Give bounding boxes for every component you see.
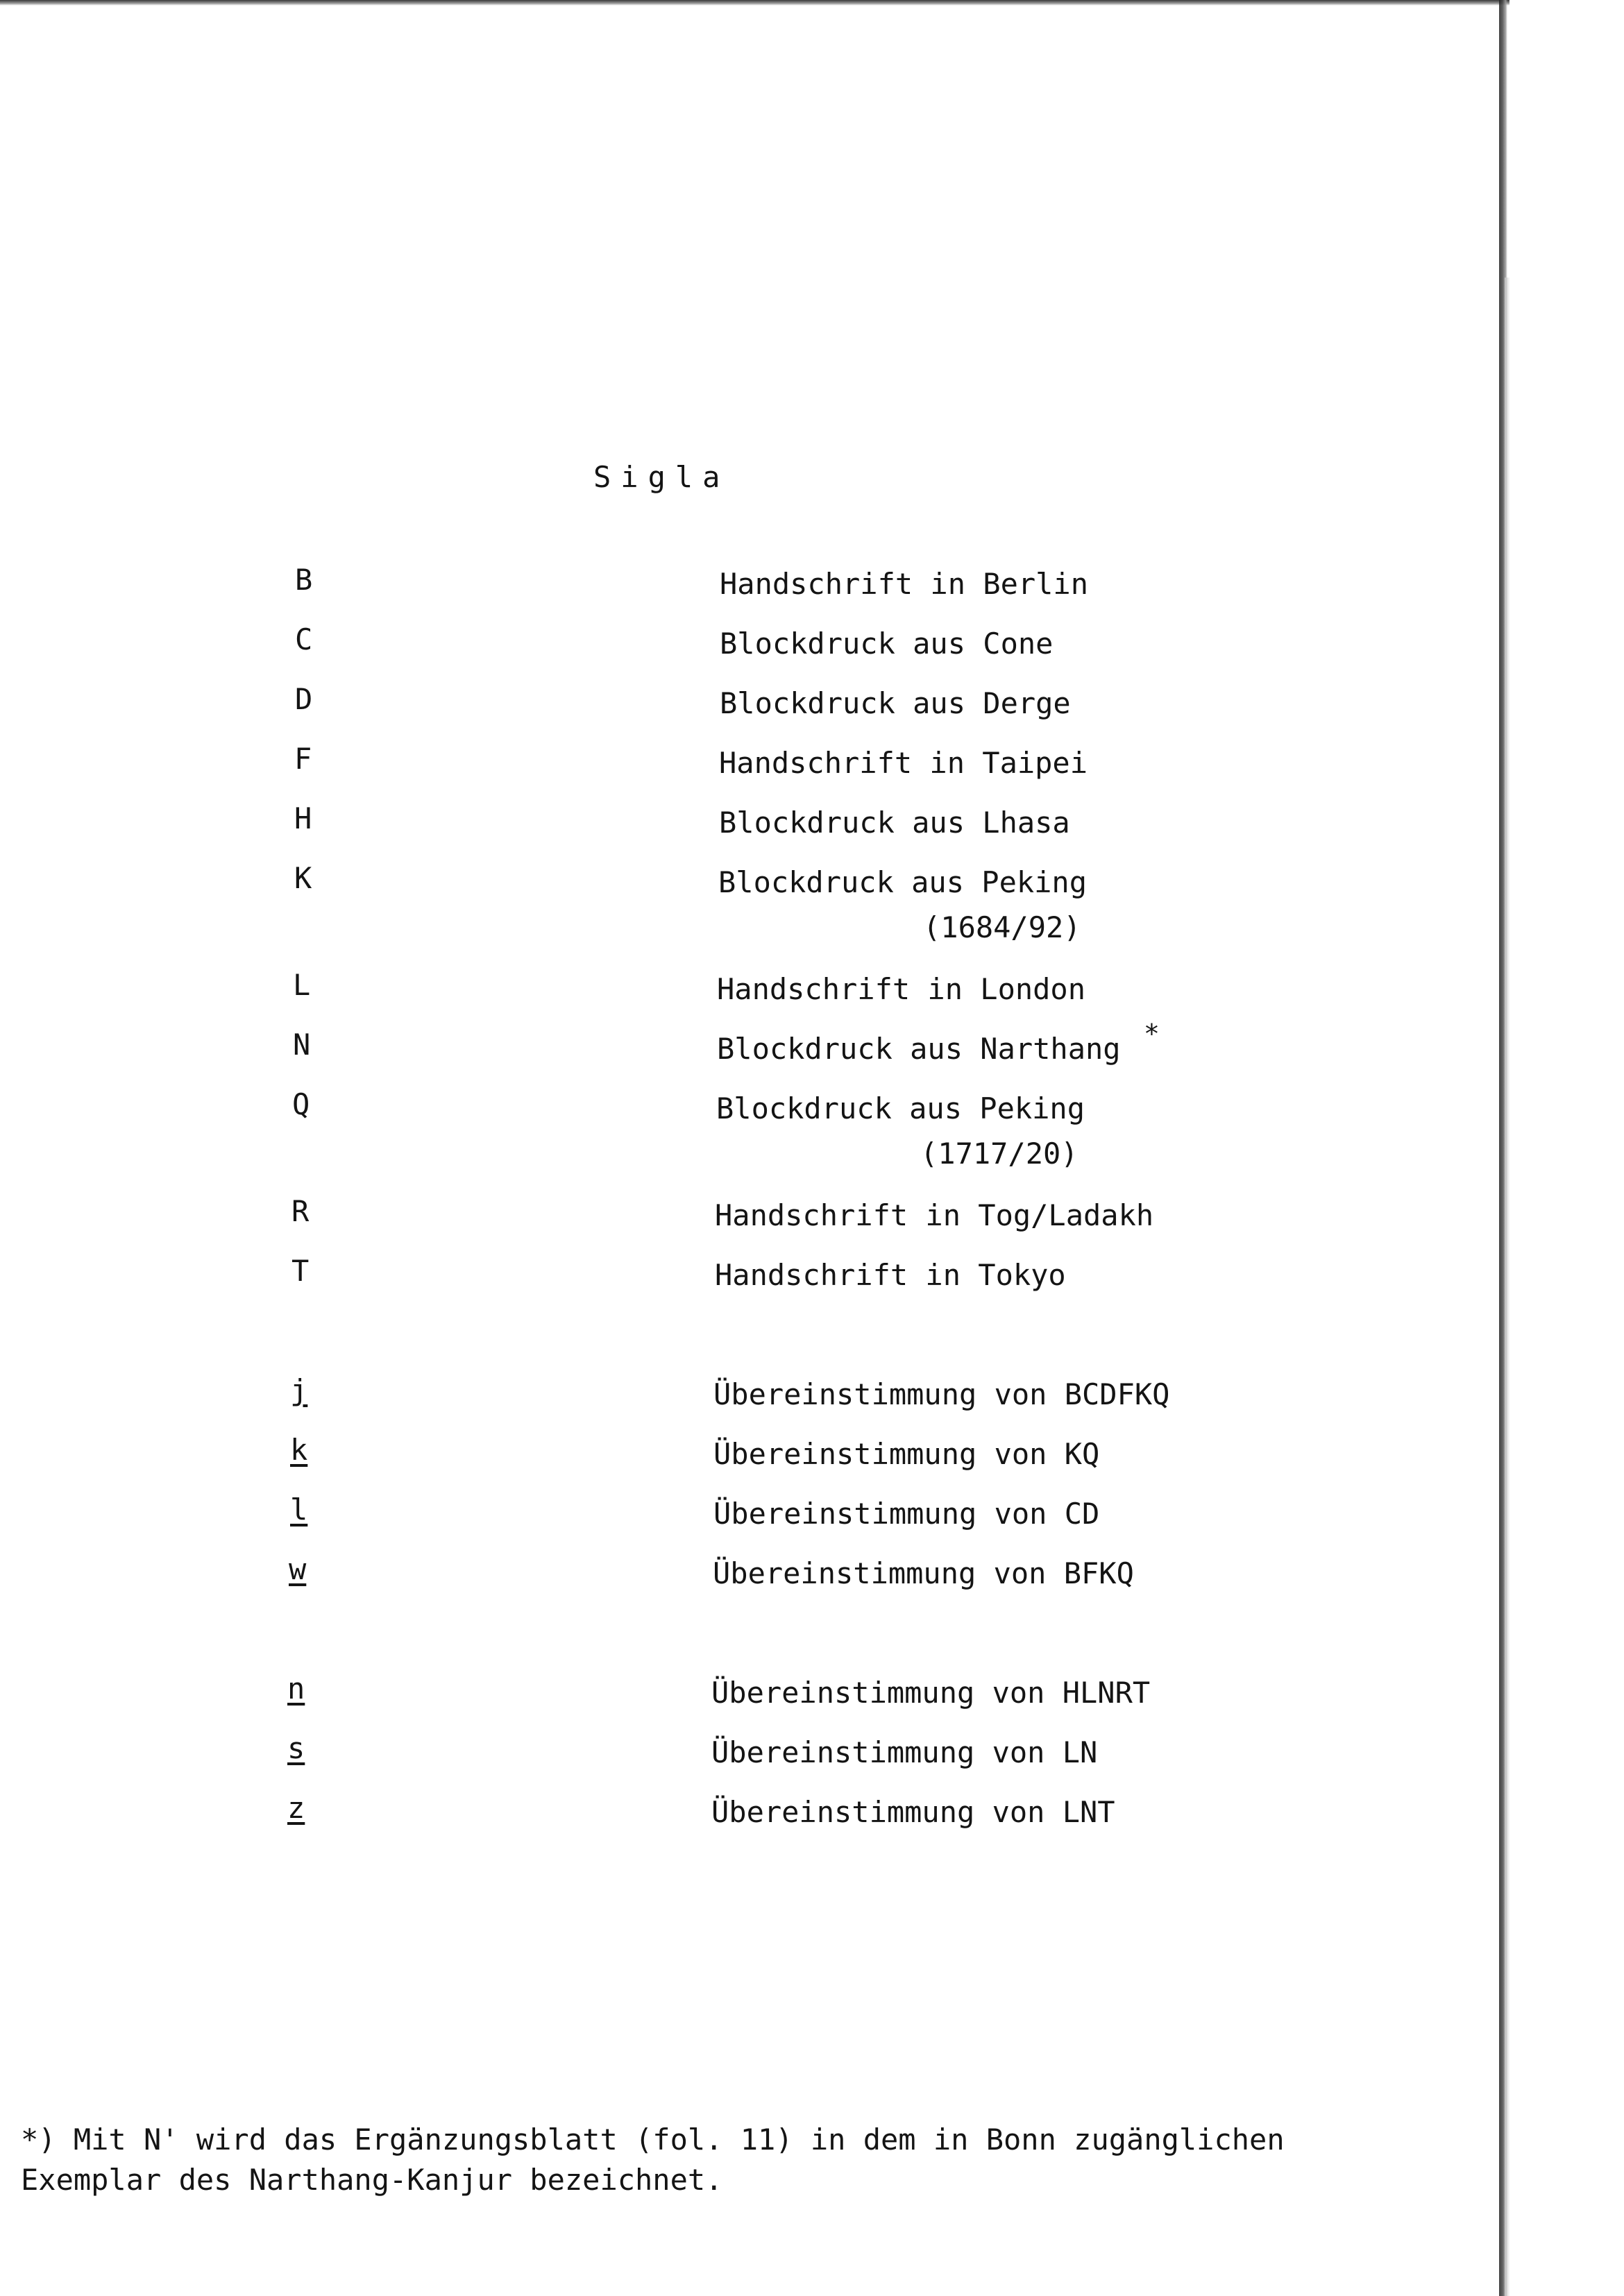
scan-top-edge [0,0,1509,6]
siglum-description-continuation: (1684/92) [923,910,1081,944]
siglum-description: Handschrift in Tog/Ladakh [715,1198,1154,1232]
siglum-description: Blockdruck aus Lhasa [719,806,1070,840]
siglum: N [293,1028,311,1062]
scan-right-edge-shadow [1505,278,1510,2296]
footnote [21,2120,1285,2200]
siglum-description: Handschrift in Tokyo [715,1258,1066,1292]
siglum: C [295,622,313,656]
group-siglum: w [289,1552,307,1586]
siglum-description: Blockdruck aus Derge [720,686,1071,720]
page-heading: Sigla [593,460,730,494]
siglum: Q [292,1087,310,1121]
siglum: R [291,1194,310,1228]
footnote-marker: * [1144,1019,1160,1049]
siglum: H [294,801,312,835]
siglum: L [293,968,311,1002]
siglum: F [294,742,312,776]
group-description: Übereinstimmung von BCDFKQ [713,1377,1170,1411]
siglum: K [294,861,312,895]
siglum-description: Blockdruck aus Cone [720,627,1054,661]
siglum-description-continuation: (1717/20) [920,1137,1079,1171]
group-siglum: k [290,1433,308,1467]
siglum-description: Handschrift in Berlin [720,567,1089,601]
group-description: Übereinstimmung von LNT [711,1795,1115,1829]
group-description: Übereinstimmung von CD [713,1497,1100,1531]
siglum-description: Blockdruck aus Peking [718,865,1088,899]
siglum: D [295,682,313,716]
group-description: Übereinstimmung von BFKQ [713,1556,1134,1590]
group-description: Übereinstimmung von LN [711,1735,1098,1769]
footnote-line: *) Mit N' wird das Ergänzungsblatt (fol. 11) in dem in Bonn zugänglichen [21,2123,1285,2157]
group-siglum: n [287,1672,305,1706]
siglum-description: Blockdruck aus Peking [716,1091,1085,1125]
siglum: B [295,563,313,597]
group-siglum: s [287,1731,305,1765]
group-siglum: z [287,1791,305,1825]
siglum-description: Handschrift in London [717,972,1086,1006]
siglum-description: Blockdruck aus Narthang [717,1032,1121,1066]
siglum: T [291,1254,310,1288]
group-description: Übereinstimmung von HLNRT [711,1676,1151,1710]
footnote-line: Exemplar des Narthang-Kanjur bezeichnet. [21,2163,723,2197]
siglum-description: Handschrift in Taipei [719,746,1088,780]
group-siglum: j [290,1373,308,1407]
group-description: Übereinstimmung von KQ [713,1437,1100,1471]
group-siglum: l [290,1493,308,1527]
